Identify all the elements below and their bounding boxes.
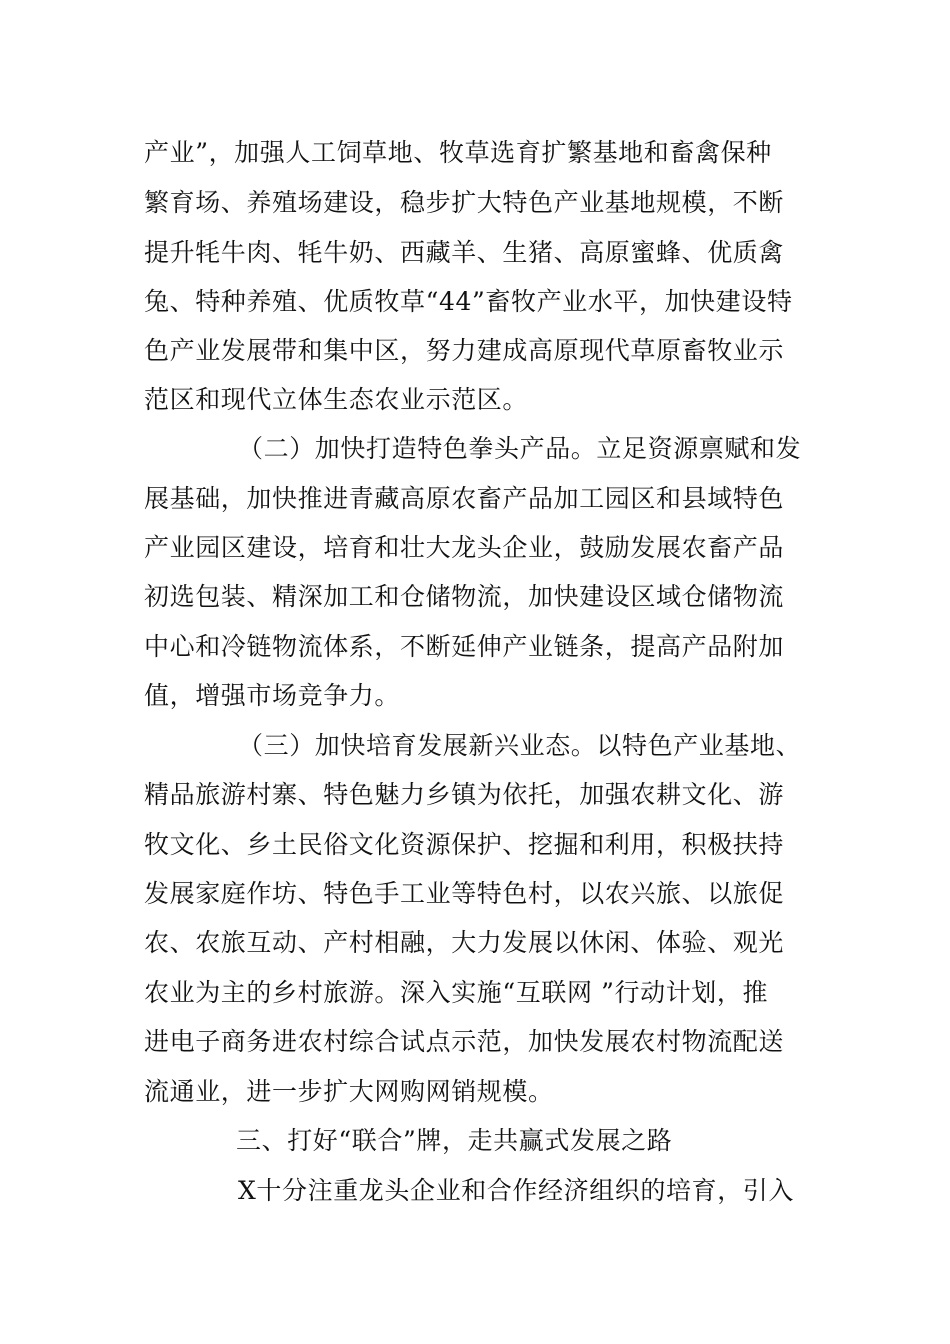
paragraph-line-17: 农、农旅互动、产村相融，大力发展以休闲、体验、观光 [144, 928, 785, 957]
paragraph-line-19: 进电子商务进农村综合试点示范，加快发展农村物流配送 [144, 1027, 785, 1056]
paragraph-line-12: 值，增强市场竞争力。 [144, 681, 401, 710]
section-3-first-line: （三）加快培育发展新兴业态。以特色产业基地、 [238, 731, 802, 760]
section-2-first-line: （二）加快打造特色拳头产品。立足资源禀赋和发 [238, 434, 802, 463]
paragraph-line-15: 牧文化、乡土民俗文化资源保护、挖掘和利用，积极扶持 [144, 830, 785, 859]
paragraph-line-11: 中心和冷链物流体系，不断延伸产业链条，提高产品附加 [144, 632, 785, 661]
section-heading-three: 三、打好“联合”牌，走共赢式发展之路 [236, 1126, 673, 1155]
paragraph-line-4: 兔、特种养殖、优质牧草“44”畜牧产业水平，加快建设特 [144, 287, 793, 316]
paragraph-line-20: 流通业，进一步扩大网购网销规模。 [144, 1077, 554, 1106]
paragraph-line-1: 产业”，加强人工饲草地、牧草选育扩繁基地和畜禽保种 [144, 138, 772, 167]
paragraph-line-10: 初选包装、精深加工和仓储物流，加快建设区域仓储物流 [144, 582, 785, 611]
paragraph-line-3: 提升牦牛肉、牦牛奶、西藏羊、生猪、高原蜜蜂、优质禽 [144, 238, 785, 267]
paragraph-line-6: 范区和现代立体生态农业示范区。 [144, 385, 529, 414]
paragraph-line-8: 展基础，加快推进青藏高原农畜产品加工园区和县域特色 [144, 484, 785, 513]
paragraph-line-14: 精品旅游村寨、特色魅力乡镇为依托，加强农耕文化、游 [144, 780, 785, 809]
paragraph-line-9: 产业园区建设，培育和壮大龙头企业，鼓励发展农畜产品 [144, 533, 785, 562]
paragraph-line-16: 发展家庭作坊、特色手工业等特色村，以农兴旅、以旅促 [144, 879, 785, 908]
paragraph-line-5: 色产业发展带和集中区，努力建成高原现代草原畜牧业示 [144, 336, 785, 365]
paragraph-last-line: X十分注重龙头企业和合作经济组织的培育，引入 [238, 1176, 794, 1205]
paragraph-line-2: 繁育场、养殖场建设，稳步扩大特色产业基地规模，不断 [144, 188, 785, 217]
paragraph-line-18: 农业为主的乡村旅游。深入实施“互联网 ”行动计划，推 [144, 978, 769, 1007]
